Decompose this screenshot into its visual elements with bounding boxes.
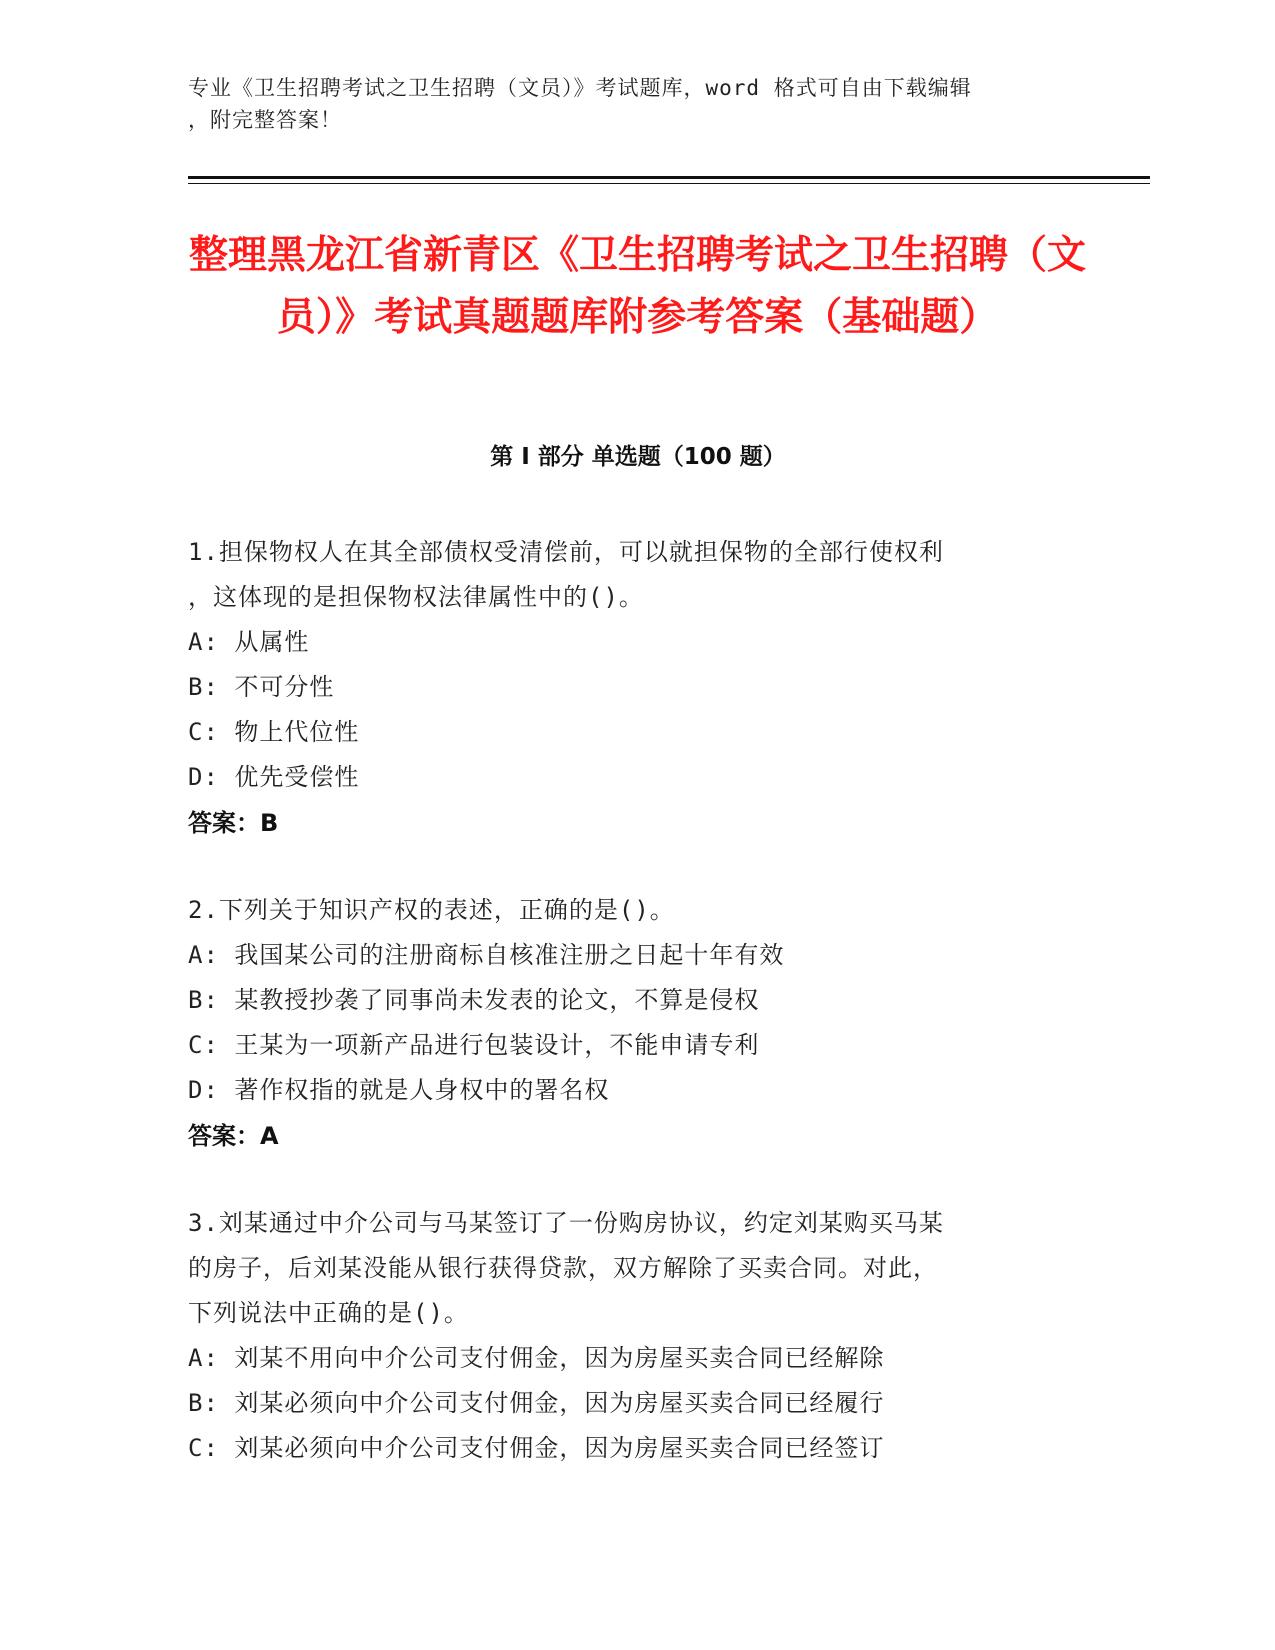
header-divider-thick	[188, 176, 1150, 179]
question-text: 3.刘某通过中介公司与马某签订了一份购房协议，约定刘某购买马某 的房子，后刘某没能从银行获得贷款，双方解除了买卖合同。对此， 下列说法中正确的是()。	[188, 1209, 944, 1327]
option-b: B: 不可分性	[188, 673, 335, 701]
answer: 答案：A	[188, 1122, 279, 1150]
document-title: 整理黑龙江省新青区《卫生招聘考试之卫生招聘（文员）》考试真题题库附参考答案（基础题）	[188, 233, 1086, 340]
option-d: D: 优先受偿性	[188, 763, 360, 791]
question-list	[188, 530, 1068, 1513]
header-note: 专业《卫生招聘考试之卫生招聘（文员）》考试题库，word 格式可自由下载编辑 ，附完整答案！	[188, 76, 972, 132]
option-c: C: 刘某必须向中介公司支付佣金，因为房屋买卖合同已经签订	[188, 1434, 885, 1462]
option-a: A: 刘某不用向中介公司支付佣金，因为房屋买卖合同已经解除	[188, 1344, 885, 1372]
section-title: 第 I 部分 单选题（100 题）	[490, 444, 786, 470]
question-text: 2.下列关于知识产权的表述，正确的是()。	[188, 896, 675, 924]
question-text: 1.担保物权人在其全部债权受清偿前，可以就担保物的全部行使权利 ，这体现的是担保物权法律属性中的()。	[188, 538, 944, 611]
option-d: D: 著作权指的就是人身权中的署名权	[188, 1076, 610, 1104]
option-a: A: 从属性	[188, 628, 310, 656]
header-divider-thin	[188, 183, 1150, 184]
option-b: B: 某教授抄袭了同事尚未发表的论文，不算是侵权	[188, 986, 760, 1014]
option-c: C: 王某为一项新产品进行包装设计，不能申请专利	[188, 1031, 760, 1059]
option-b: B: 刘某必须向中介公司支付佣金，因为房屋买卖合同已经履行	[188, 1389, 885, 1417]
option-a: A: 我国某公司的注册商标自核准注册之日起十年有效	[188, 941, 785, 969]
question-2	[188, 888, 1068, 1159]
question-1	[188, 530, 1068, 846]
option-c: C: 物上代位性	[188, 718, 360, 746]
answer: 答案：B	[188, 809, 279, 837]
question-3	[188, 1201, 1068, 1471]
